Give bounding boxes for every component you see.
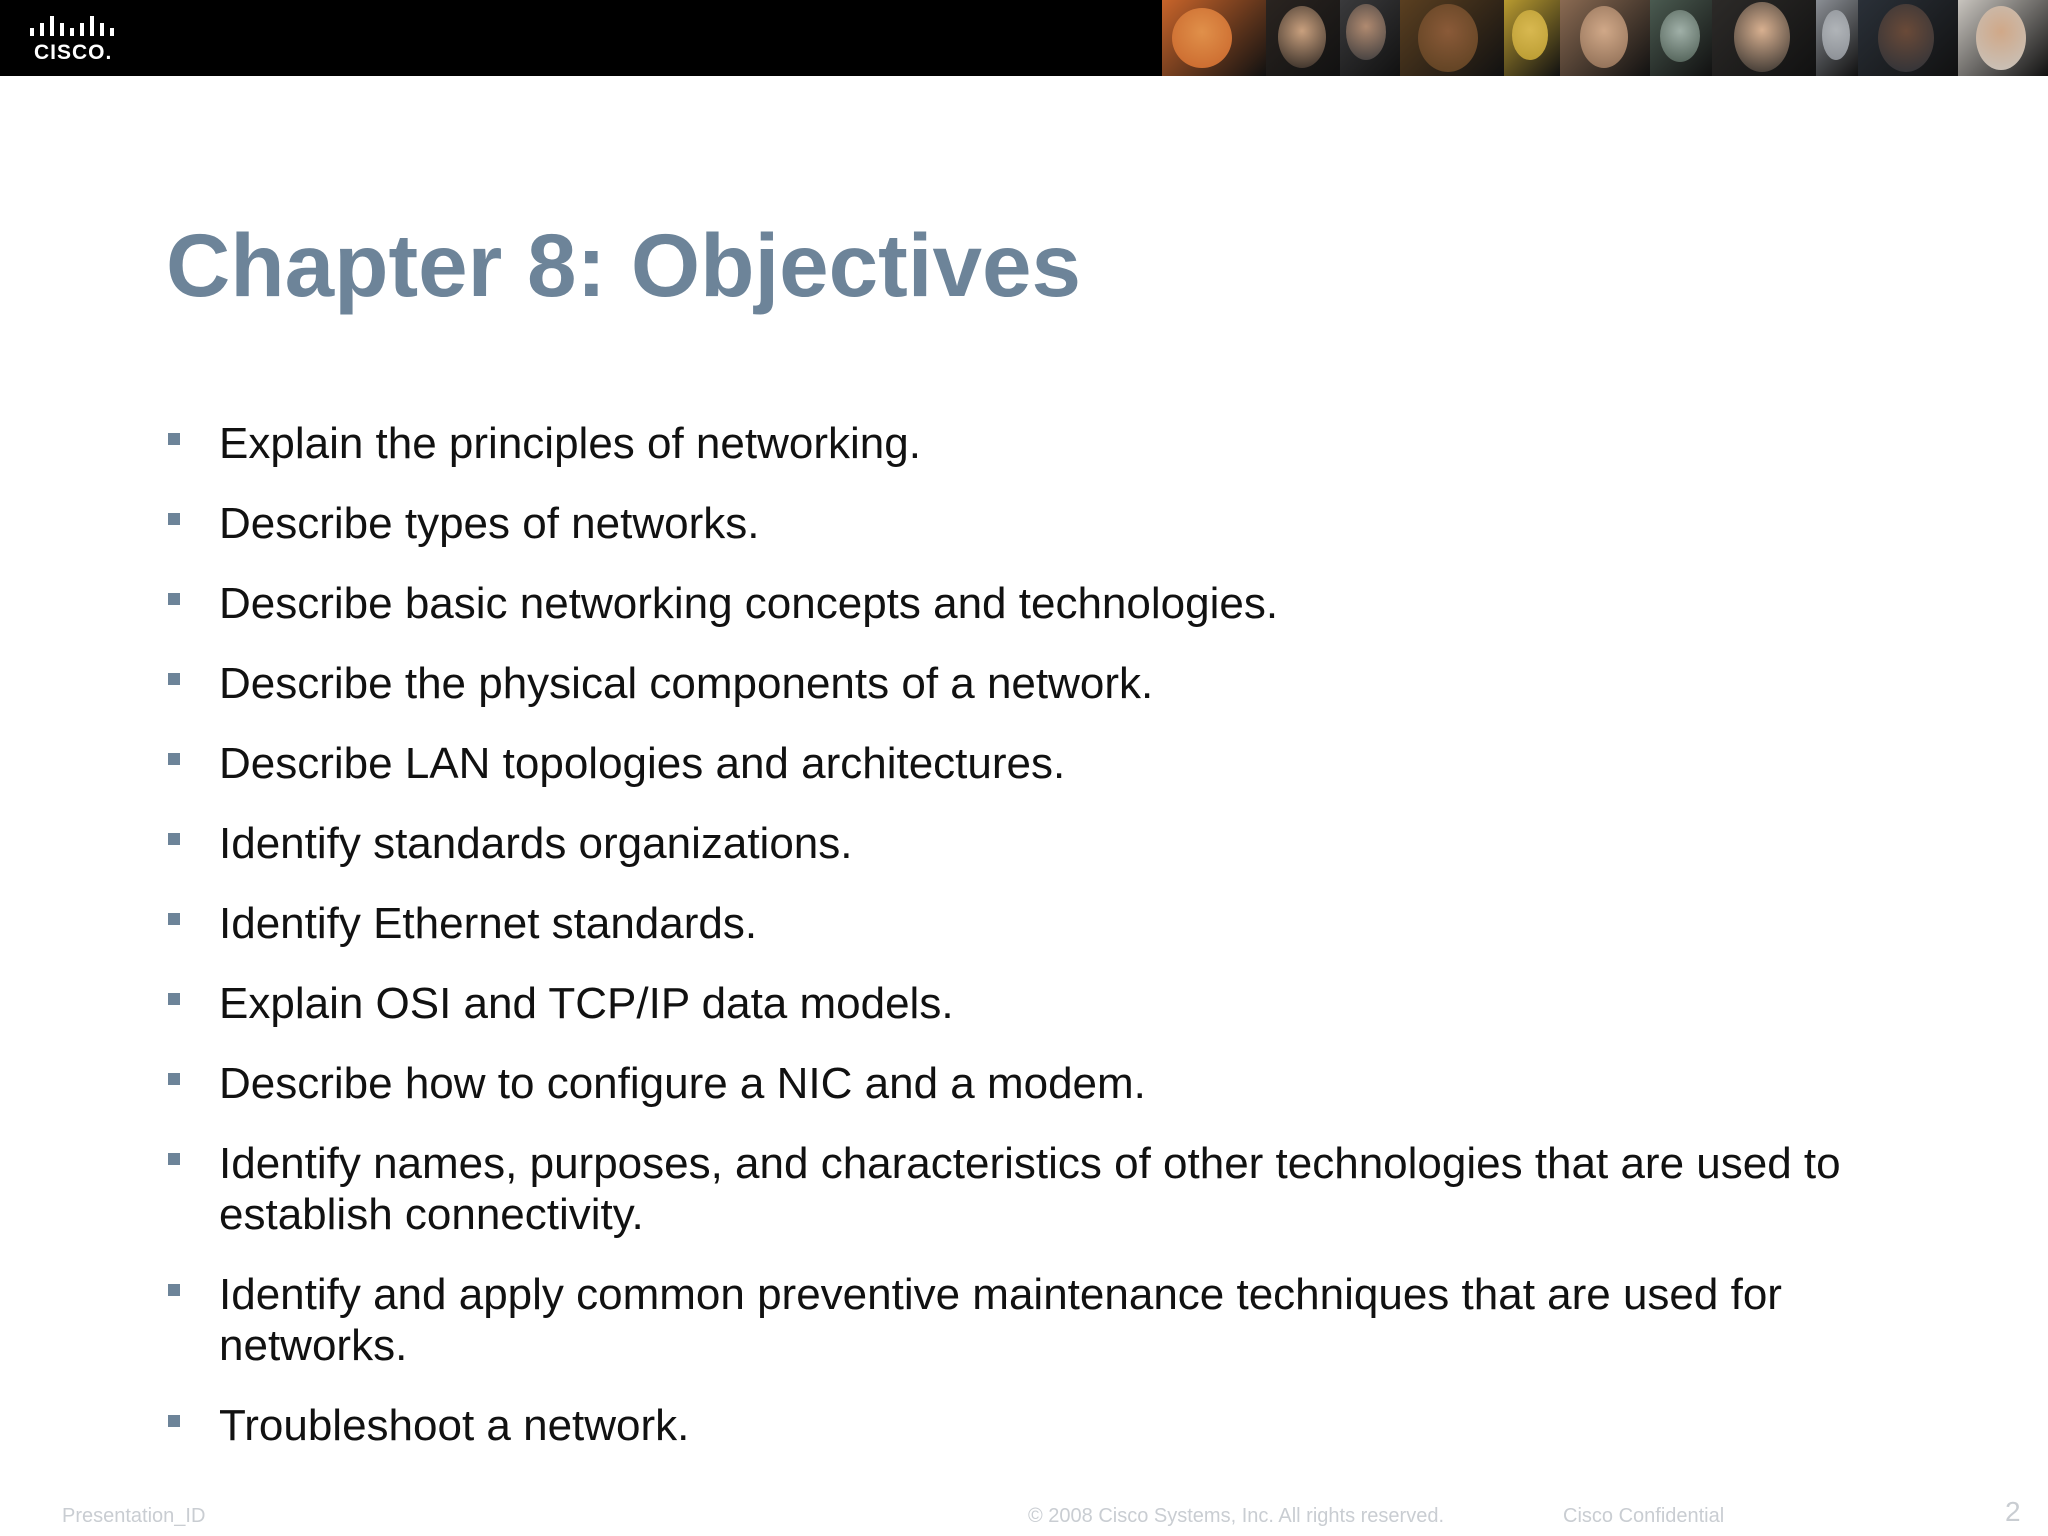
list-item-text: Describe types of networks. (219, 499, 760, 548)
photo-young-man (1400, 0, 1504, 76)
photo-woman-smiling (1712, 0, 1816, 76)
photo-chalkboard (1650, 0, 1712, 76)
list-item (166, 1138, 1926, 1240)
photo-man-smiling (1858, 0, 1958, 76)
bullet-square-icon (168, 673, 180, 685)
bullet-square-icon (168, 993, 180, 1005)
photo-man-suit (1340, 0, 1400, 76)
bullet-square-icon (168, 513, 180, 525)
list-item (166, 418, 1926, 469)
list-item (166, 578, 1926, 629)
bullet-square-icon (168, 1073, 180, 1085)
list-item-text: Describe LAN topologies and architectures. (219, 739, 1066, 788)
list-item (166, 898, 1926, 949)
list-item-text: Describe the physical components of a network. (219, 659, 1154, 708)
cisco-bridge-icon (28, 14, 114, 40)
cisco-logo (28, 14, 118, 64)
photo-gray-gradient (1816, 0, 1858, 76)
bullet-square-icon (168, 833, 180, 845)
objectives-list (166, 418, 1926, 1480)
list-item-text: Identify standards organizations. (219, 819, 853, 868)
bullet-square-icon (168, 433, 180, 445)
list-item (166, 738, 1926, 789)
bullet-square-icon (168, 1415, 180, 1427)
bullet-square-icon (168, 593, 180, 605)
list-item (166, 1400, 1926, 1451)
list-item (166, 1269, 1926, 1371)
list-item-text: Describe how to configure a NIC and a modem. (219, 1059, 1146, 1108)
list-item (166, 818, 1926, 869)
bullet-square-icon (168, 913, 180, 925)
bullet-square-icon (168, 753, 180, 765)
cisco-logo-text: CISCO. (34, 41, 113, 64)
photo-abstract-orange (1162, 0, 1266, 76)
list-item (166, 978, 1926, 1029)
footer-copyright: © 2008 Cisco Systems, Inc. All rights reserved. (1028, 1505, 1445, 1527)
list-item (166, 1058, 1926, 1109)
photo-yellow-pattern (1504, 0, 1560, 76)
list-item-text: Describe basic networking concepts and technologies. (219, 579, 1279, 628)
header-bar (0, 0, 2048, 76)
list-item-text: Identify names, purposes, and characteristics of other technologies that are used to establish connectivity. (219, 1139, 1841, 1239)
list-item (166, 498, 1926, 549)
page-number: 2 (2005, 1496, 2021, 1527)
bullet-square-icon (168, 1284, 180, 1296)
list-item-text: Troubleshoot a network. (219, 1401, 690, 1450)
footer-presentation-id: Presentation_ID (62, 1505, 206, 1527)
header-photo-strip (1162, 0, 2048, 76)
list-item-text: Explain OSI and TCP/IP data models. (219, 979, 954, 1028)
photo-woman-headscarf (1560, 0, 1650, 76)
slide-title: Chapter 8: Objectives (166, 215, 1082, 315)
list-item-text: Identify Ethernet standards. (219, 899, 758, 948)
list-item-text: Identify and apply common preventive maintenance techniques that are used for networks. (219, 1270, 1782, 1370)
list-item-text: Explain the principles of networking. (219, 419, 921, 468)
list-item (166, 658, 1926, 709)
photo-woman-dark-hair (1266, 0, 1340, 76)
footer-confidential: Cisco Confidential (1563, 1505, 1725, 1527)
bullet-square-icon (168, 1153, 180, 1165)
photo-man-cap (1958, 0, 2048, 76)
